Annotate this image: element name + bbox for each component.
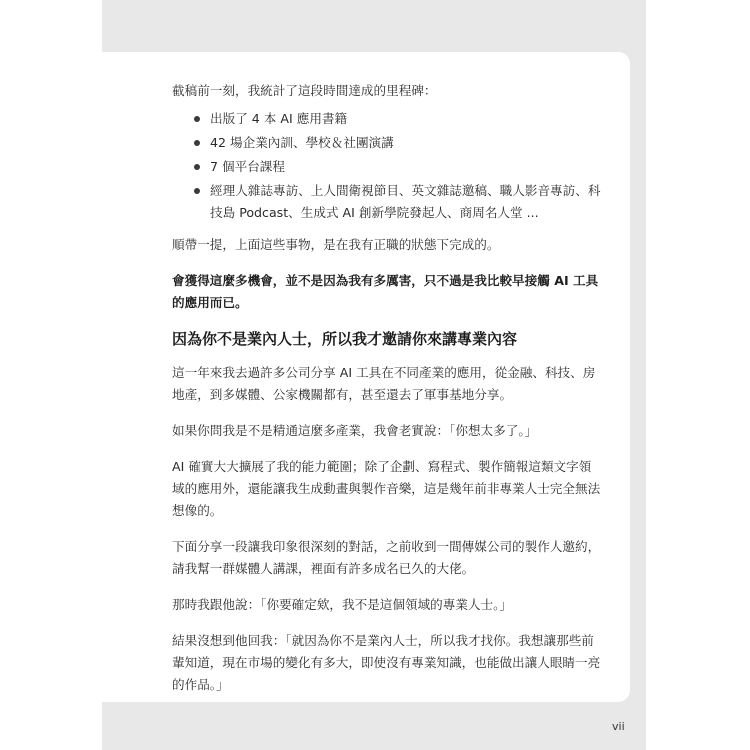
bullet-icon [194, 116, 200, 122]
bullet-icon [194, 140, 200, 146]
list-item: 出版了 4 本 AI 應用書籍 [172, 108, 602, 130]
body-paragraph: 這一年來我去過許多公司分享 AI 工具在不同產業的應用，從金融、科技、房地產，到多媒體、公家機關都有，甚至還去了軍事基地分享。 [172, 365, 596, 402]
bullet-icon [194, 188, 200, 194]
note-text: 順帶一提，上面這些事物，是在我有正職的狀態下完成的。 [172, 237, 500, 252]
body-paragraph: 如果你問我是不是精通這麼多產業，我會老實說：「你想太多了。」 [172, 423, 538, 438]
body-paragraph: AI 確實大大擴展了我的能力範圍；除了企劃、寫程式、製作簡報這類文字領域的應用外，還能讓我生成動畫與製作音樂，這是幾年前非專業人士完全無法想像的。 [172, 459, 601, 518]
milestones-list [172, 108, 602, 224]
bold-statement: 會獲得這麼多機會，並不是因為我有多厲害，只不過是我比較早接觸 AI 工具的應用而已。 [172, 273, 599, 310]
body-paragraph: 下面分享一段讓我印象很深刻的對話，之前收到一間傳媒公司的製作人邀約，請我幫一群媒體人講課，裡面有許多成名已久的大佬。 [172, 539, 601, 576]
list-item: 42 場企業內訓、學校＆社團演講 [172, 132, 602, 154]
bullet-icon [194, 164, 200, 170]
page-number: vii [612, 720, 625, 733]
list-item: 經理人雜誌專訪、上人間衛視節目、英文雜誌邀稿、職人影音專訪、科技島 Podcast、生成式 AI 創新學院發起人、商周名人堂 ... [172, 180, 602, 224]
page-content [172, 80, 602, 710]
body-paragraph: 那時我跟他說：「你要確定欸，我不是這個領域的專業人士。」 [172, 597, 513, 612]
body-paragraph: 結果沒想到他回我：「就因為你不是業內人士，所以我才找你。我想讓那些前輩知道，現在市場的變化有多大，即使沒有專業知識，也能做出讓人眼睛一亮的作品。」 [172, 633, 601, 692]
section-heading: 因為你不是業內人士，所以我才邀請你來講專業內容 [172, 330, 518, 348]
intro-text: 截稿前一刻，我統計了這段時間達成的里程碑： [172, 83, 437, 98]
list-item: 7 個平台課程 [172, 156, 602, 178]
